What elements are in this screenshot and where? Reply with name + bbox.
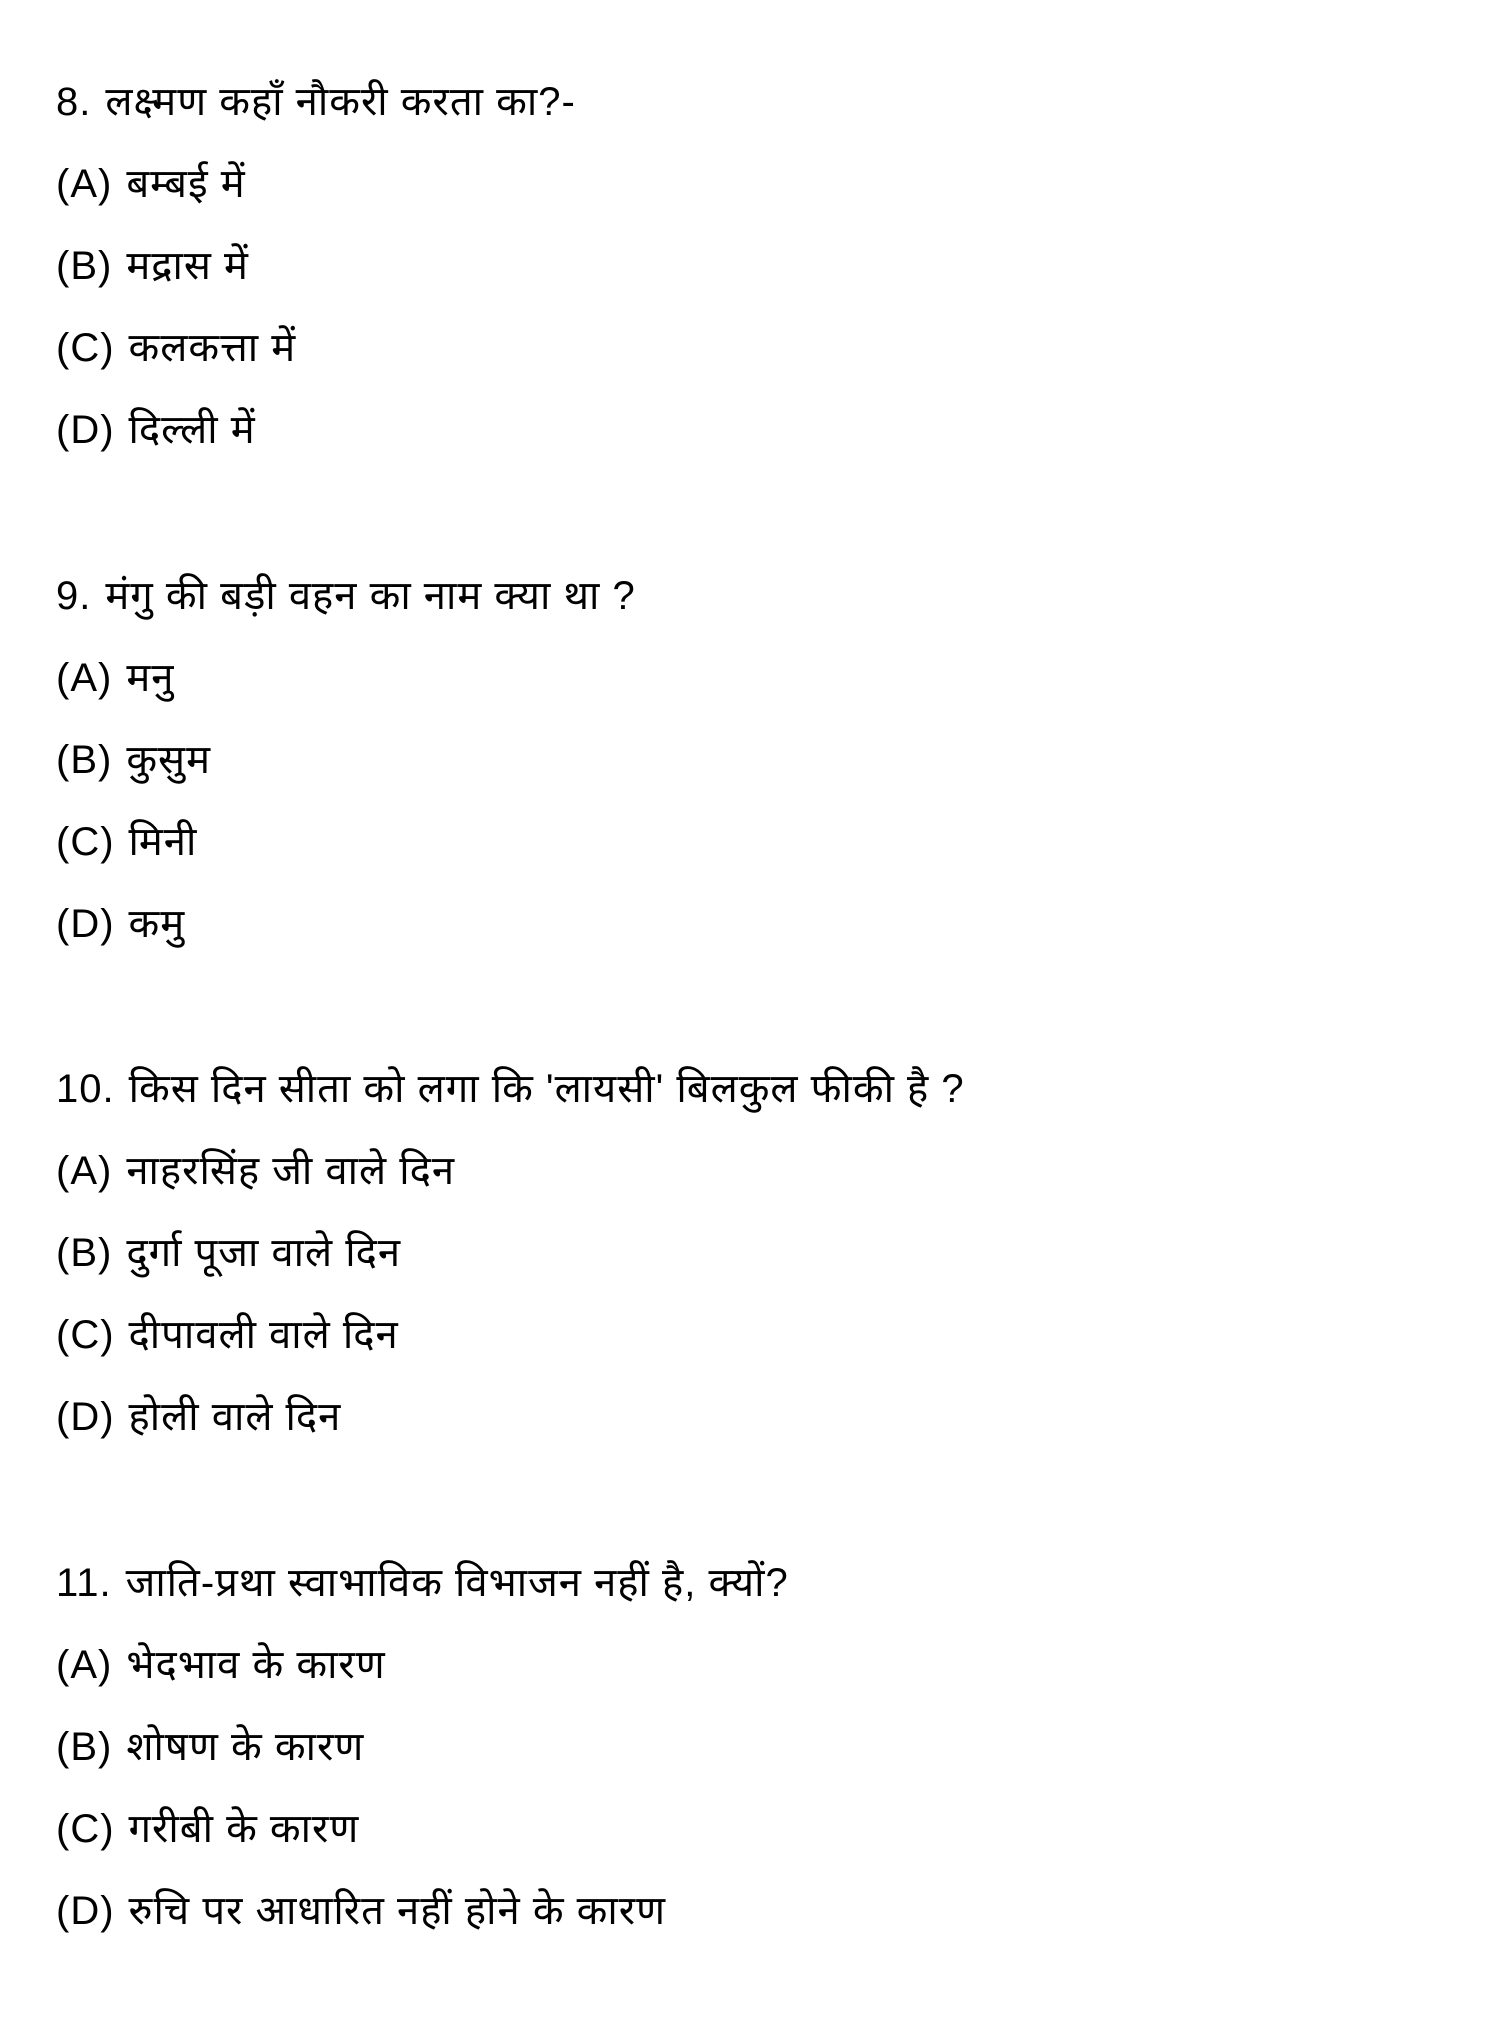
option-text: दीपावली वाले दिन <box>128 1313 399 1357</box>
option-text: मिनी <box>128 820 198 864</box>
option-text: दुर्गा पूजा वाले दिन <box>126 1231 402 1275</box>
question-number: 9. <box>56 574 92 618</box>
option-label: (B) <box>56 1725 113 1769</box>
option-text: नाहरसिंह जी वाले दिन <box>126 1149 456 1193</box>
option-label: (C) <box>56 326 115 370</box>
option-text: मद्रास में <box>126 244 249 288</box>
question-number: 8. <box>56 80 92 124</box>
option-label: (B) <box>56 738 113 782</box>
option-label: (D) <box>56 1395 115 1439</box>
option-label: (A) <box>56 656 113 700</box>
question-number: 11. <box>56 1561 112 1605</box>
option-c <box>56 1805 359 1853</box>
option-label: (C) <box>56 1807 115 1851</box>
option-text: कलकत्ता में <box>128 326 297 370</box>
question-9 <box>56 572 636 620</box>
option-text: कुसुम <box>126 738 212 782</box>
option-label: (D) <box>56 1889 115 1933</box>
question-number: 10. <box>56 1067 115 1111</box>
option-label: (A) <box>56 1643 113 1687</box>
option-c <box>56 324 296 372</box>
option-text: गरीबी के कारण <box>128 1807 360 1851</box>
option-d <box>56 406 256 454</box>
option-label: (A) <box>56 1149 113 1193</box>
option-b <box>56 1723 364 1771</box>
option-b <box>56 242 249 290</box>
option-label: (A) <box>56 162 113 206</box>
option-text: भेदभाव के कारण <box>126 1643 386 1687</box>
option-d <box>56 1887 666 1935</box>
option-text: दिल्ली में <box>128 408 256 452</box>
option-c <box>56 818 197 866</box>
option-text: रुचि पर आधारित नहीं होने के कारण <box>128 1889 667 1933</box>
question-text: किस दिन सीता को लगा कि 'लायसी' बिलकुल फीकी है ? <box>128 1067 965 1111</box>
option-d <box>56 900 185 948</box>
option-label: (C) <box>56 820 115 864</box>
question-text: जाति-प्रथा स्वाभाविक विभाजन नहीं है, क्यों? <box>125 1561 789 1605</box>
option-text: मनु <box>126 656 175 700</box>
option-label: (B) <box>56 244 113 288</box>
option-a <box>56 1641 386 1689</box>
option-text: होली वाले दिन <box>128 1395 342 1439</box>
option-d <box>56 1393 341 1441</box>
option-a <box>56 654 174 702</box>
question-11 <box>56 1559 789 1607</box>
question-text: मंगु की बड़ी वहन का नाम क्या था ? <box>105 574 636 618</box>
option-b <box>56 1229 401 1277</box>
option-a <box>56 160 246 208</box>
option-b <box>56 736 211 784</box>
question-10 <box>56 1065 965 1113</box>
option-label: (C) <box>56 1313 115 1357</box>
question-8 <box>56 78 576 126</box>
option-c <box>56 1311 399 1359</box>
option-label: (D) <box>56 408 115 452</box>
option-text: कमु <box>128 902 186 946</box>
option-a <box>56 1147 455 1195</box>
option-label: (D) <box>56 902 115 946</box>
option-label: (B) <box>56 1231 113 1275</box>
question-text: लक्ष्मण कहाँ नौकरी करता का?- <box>105 80 576 124</box>
option-text: बम्बई में <box>126 162 246 206</box>
option-text: शोषण के कारण <box>126 1725 365 1769</box>
